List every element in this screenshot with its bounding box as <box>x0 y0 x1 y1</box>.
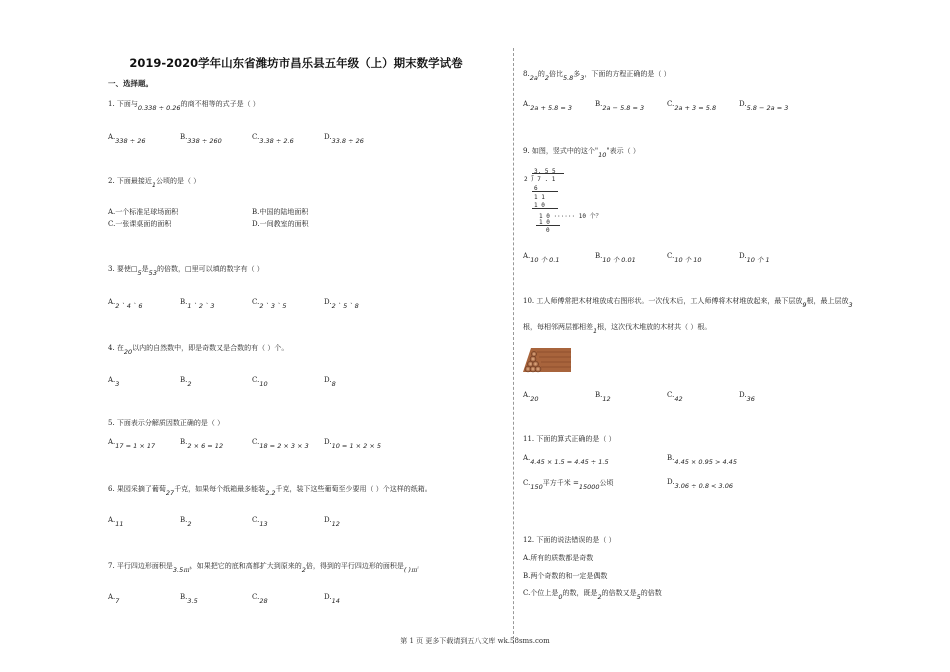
question-2: 2. 下面最接近1公顷的是（ ） <box>108 177 201 189</box>
option-b[interactable]: B.2 <box>180 516 192 528</box>
page-title: 2019-2020学年山东省潍坊市昌乐县五年级（上）期末数学试卷 <box>129 56 463 70</box>
question-9: 9. 如图，竖式中的这个"10"表示（ ） <box>523 147 640 159</box>
option-a[interactable]: A.一个标准足球场面积 <box>108 208 179 216</box>
question-6: 6. 果园采摘了葡萄27千克，如果每个纸箱最多能装2.2千克，装下这些葡萄至少要用（ ）个这样的纸箱。 <box>108 485 432 497</box>
option-a[interactable]: A.2a + 5.8 = 3 <box>523 100 573 112</box>
option-a[interactable]: A.2 ` 4 ` 6 <box>108 298 143 310</box>
option-d[interactable]: D.2 ` 5 ` 8 <box>324 298 359 310</box>
section-heading: 一、选择题。 <box>108 79 153 88</box>
option-b[interactable]: B.1 ` 2 ` 3 <box>180 298 215 310</box>
question-text: 的商不相等的式子是（ ） <box>180 100 260 108</box>
option-b[interactable]: B.10 个 0.01 <box>595 252 636 264</box>
option-d[interactable]: D.10 个 1 <box>739 252 770 264</box>
option-c[interactable]: C.10 个 10 <box>667 252 702 264</box>
option-a[interactable]: A.10 个 0.1 <box>523 252 560 264</box>
long-division-figure: 3. 5 5 2 ⟌ 7 . 1 6 1 1 1 0 1 0 ······ 10 个？ 1 0 0 <box>524 168 602 234</box>
math-expression: 0.338 ÷ 0.26 <box>137 104 181 112</box>
option-b[interactable]: B.4.45 × 0.95 > 4.45 <box>667 454 737 466</box>
option-b[interactable]: B.2a − 5.8 = 3 <box>595 100 645 112</box>
option-c[interactable]: C.28 <box>252 593 268 605</box>
option-c[interactable]: C.150平方千米 =15000公顷 <box>523 479 614 491</box>
option-b[interactable]: B.3.5 <box>180 593 198 605</box>
option-a[interactable]: A.所有的质数都是奇数 <box>523 554 594 562</box>
question-10-line1: 10. 工人师傅常把木材堆放成右图形状。一次伐木后，工人师傅将木材堆放起来，最下层放9根，最上层放3 <box>523 297 853 309</box>
option-a[interactable]: A.20 <box>523 391 539 403</box>
option-c[interactable]: C.一张课桌面的面积 <box>108 220 172 228</box>
option-a[interactable]: A.3 <box>108 376 120 388</box>
option-b[interactable]: B.12 <box>595 391 611 403</box>
option-c[interactable]: C.13 <box>252 516 268 528</box>
question-8: 8.2a的2倍比5.8多3，下面的方程正确的是（ ） <box>523 70 671 82</box>
question-5: 5. 下面表示分解质因数正确的是（ ） <box>108 419 225 427</box>
math-expression: 1 <box>151 181 157 189</box>
option-d[interactable]: D.5.8 − 2a = 3 <box>739 100 789 112</box>
option-b[interactable]: B.338 ÷ 260 <box>180 133 222 145</box>
option-b[interactable]: B.2 <box>180 376 192 388</box>
page-footer: 第 1 页 更多下载请到五八文库 wk.58sms.com <box>400 637 550 645</box>
option-a[interactable]: A.338 ÷ 26 <box>108 133 146 145</box>
option-a[interactable]: A.7 <box>108 593 120 605</box>
option-d[interactable]: D.8 <box>324 376 336 388</box>
option-d[interactable]: D.12 <box>324 516 340 528</box>
question-11: 11. 下面的算式正确的是（ ） <box>523 435 616 443</box>
question-12: 12. 下面的说法错误的是（ ） <box>523 536 616 544</box>
option-d[interactable]: D.一间教室的面积 <box>252 220 309 228</box>
option-d[interactable]: D.3.06 ÷ 0.8 < 3.06 <box>667 478 734 490</box>
question-4: 4. 在20以内的自然数中，即是奇数又是合数的有（ ）个。 <box>108 344 289 356</box>
option-a[interactable]: A.17 = 1 × 17 <box>108 438 156 450</box>
option-a[interactable]: A.11 <box>108 516 124 528</box>
option-c[interactable]: C.18 = 2 × 3 × 3 <box>252 438 309 450</box>
option-c[interactable]: C.42 <box>667 391 683 403</box>
question-7: 7. 平行四边形面积是3.5㎡，如果把它的底和高都扩大到原来的2倍，得到的平行四边形的面积是( )㎡ <box>108 562 418 574</box>
option-c[interactable]: C.2 ` 3 ` 5 <box>252 298 287 310</box>
question-3: 3. 要使□5是53的倍数，□里可以填的数字有（ ） <box>108 265 264 277</box>
option-d[interactable]: D.10 = 1 × 2 × 5 <box>324 438 382 450</box>
column-divider <box>513 48 514 644</box>
option-d[interactable]: D.33.8 ÷ 26 <box>324 133 364 145</box>
question-1 <box>108 99 260 110</box>
log-pile-image <box>523 344 571 374</box>
question-10-line2: 根，每相邻两层都相差1根，这次伐木堆放的木材共（ ）根。 <box>523 323 712 335</box>
option-b[interactable]: B.两个奇数的和一定是偶数 <box>523 572 608 580</box>
option-d[interactable]: D.14 <box>324 593 340 605</box>
option-a[interactable]: A.4.45 × 1.5 = 4.45 ÷ 1.5 <box>523 454 609 466</box>
option-c[interactable]: C.个位上是0的数，既是2的倍数又是5的倍数 <box>523 589 662 601</box>
option-b[interactable]: B.2 × 6 = 12 <box>180 438 224 450</box>
option-c[interactable]: C.2a + 3 = 5.8 <box>667 100 717 112</box>
option-c[interactable]: C.10 <box>252 376 268 388</box>
option-d[interactable]: D.36 <box>739 391 755 403</box>
question-text: 1. 下面与 <box>108 100 138 108</box>
option-b[interactable]: B.中国的陆地面积 <box>252 208 309 216</box>
option-c[interactable]: C.3.38 ÷ 2.6 <box>252 133 294 145</box>
